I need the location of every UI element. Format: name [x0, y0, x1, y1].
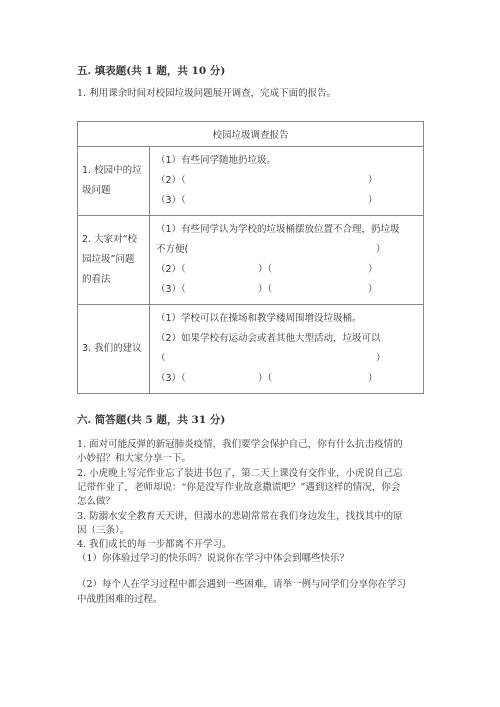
blank-line[interactable]: （3）（ ）（ ） — [156, 284, 378, 295]
answer-line: （1）学校可以在操场和教学楼周围增设垃圾桶。 — [156, 313, 362, 324]
row-label-3-text: 3. 我们的建议 — [82, 343, 142, 354]
blank-line[interactable]: （3）（ ）（ ） — [156, 373, 378, 384]
row-label-2-line1: 2. 大家对“校 — [82, 234, 138, 245]
row-label-1 — [78, 147, 150, 216]
question-1-line2: 小妙招？和大家分享一下。 — [77, 453, 192, 464]
question-2-line1: 2. 小虎晚上写完作业忘了装进书包了，第二天上课没有交作业，小虎说自己忘 — [77, 468, 403, 479]
question-4-sub-1: （1）你体验过学习的快乐吗？说说你在学习中体会到哪些快乐？ — [77, 553, 350, 564]
section-5-title: 五. 填表题(共 1 题，共 10 分) — [77, 65, 226, 77]
question-4-sub-2-line1: （2）每个人在学习过程中都会遇到一些困难，请举一例与同学们分享你在学习 — [77, 579, 407, 590]
row-label-2-line2: 园垃圾”问题 — [82, 254, 135, 265]
row-content-2 — [150, 216, 424, 305]
question-4-sub-2-line2: 中战胜困难的过程。 — [77, 594, 163, 605]
answer-line: （1）有些同学认为学校的垃圾桶摆放位置不合理，扔垃圾 — [156, 224, 400, 235]
short-answer-list — [77, 438, 437, 552]
blank-line[interactable]: （ ） — [156, 353, 386, 364]
blank-line[interactable]: （3）（ ） — [156, 195, 378, 206]
question-1-line1: 1. 面对可能反弹的新冠肺炎疫情，我们要学会保护自己，你有什么抗击疫情的 — [77, 439, 403, 450]
row-label-3 — [78, 305, 150, 394]
row-label-1-line2: 圾问题 — [82, 185, 111, 196]
blank-line[interactable]: （2）（ ） — [156, 175, 378, 186]
row-content-1 — [150, 147, 424, 216]
row-label-2 — [78, 216, 150, 305]
blank-line[interactable]: （2）（ ）（ ） — [156, 264, 378, 275]
answer-line: （1）有些同学随地扔垃圾。 — [156, 155, 277, 166]
answer-line: （2）如果学校有运动会或者其他大型活动，垃圾可以 — [156, 333, 381, 344]
row-label-2-line3: 的看法 — [82, 274, 111, 285]
question-2-line3: 怎么做？ — [77, 496, 116, 507]
row-label-1-line1: 1. 校园中的垃 — [82, 165, 142, 176]
question-1: 1. 利用课余时间对校园垃圾问题展开调查，完成下面的报告。 — [77, 88, 337, 99]
question-2-line2: 记带作业了，老师却说：“你是没写作业故意撒谎吧？”遇到这样的情况，你会 — [77, 482, 401, 493]
report-title: 校园垃圾调查报告 — [78, 122, 424, 147]
blank-line[interactable]: 不方便( ） — [156, 244, 386, 255]
question-3-line2: 因（三条）。 — [77, 525, 130, 536]
section-6-title: 六. 简答题(共 5 题，共 31 分) — [77, 414, 226, 426]
report-table — [77, 121, 424, 394]
question-3-line1: 3. 防溺水安全教育天天讲，但溺水的悲剧常常在我们身边发生，找找其中的原 — [77, 511, 403, 522]
question-4: 4. 我们成长的每一步都离不开学习。 — [77, 539, 232, 550]
row-content-3 — [150, 305, 424, 394]
